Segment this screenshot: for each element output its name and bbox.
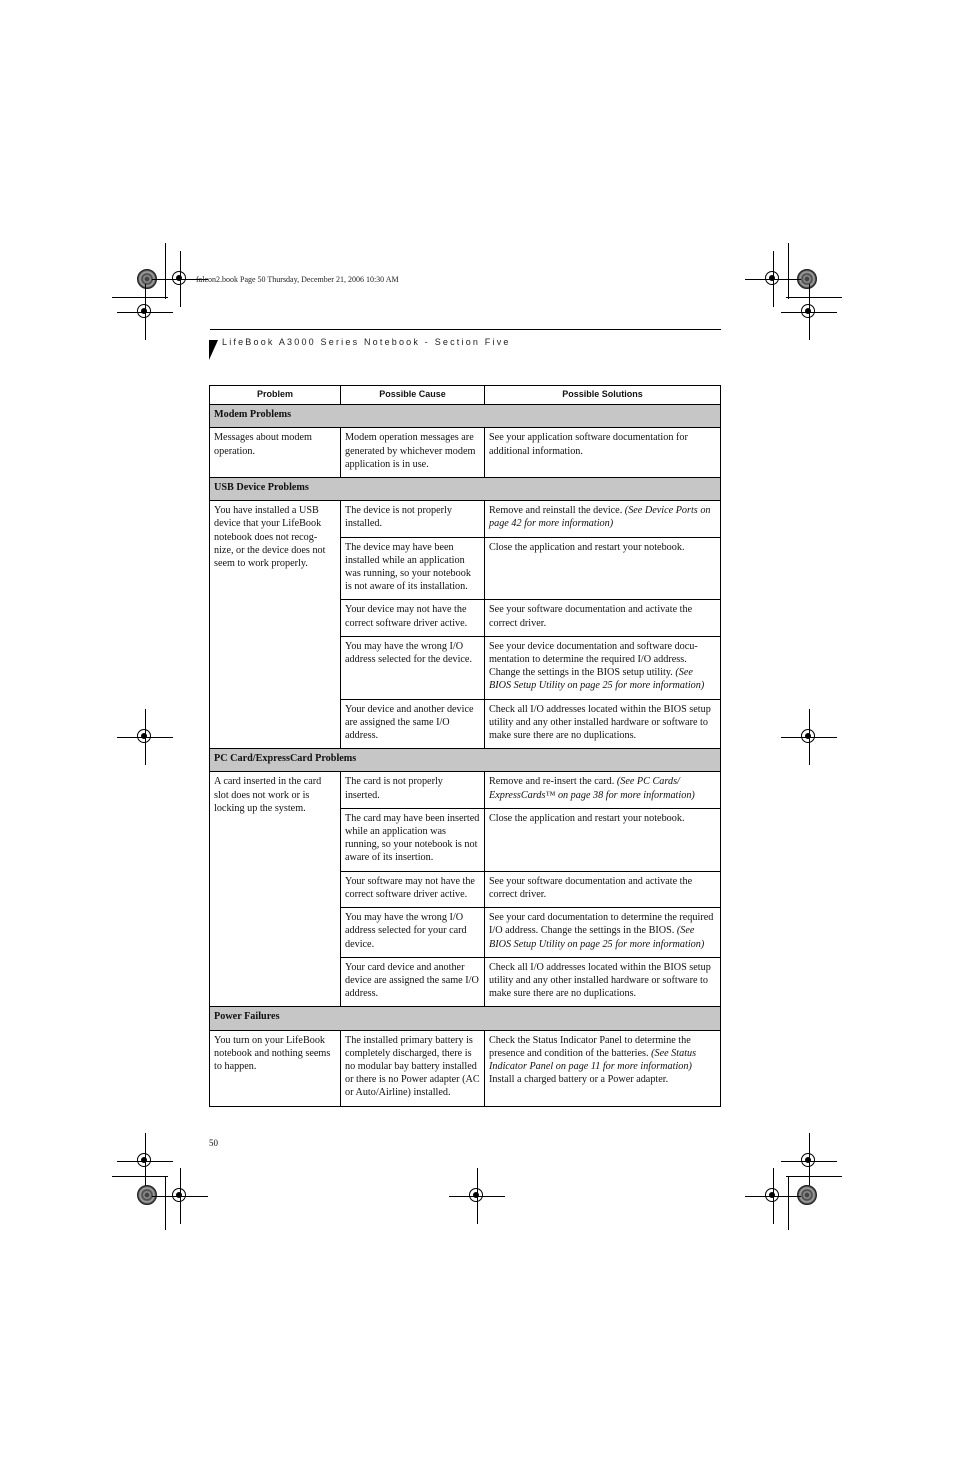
cause-cell: The card may have been inserted while an application was running, so your notebook is not aware of its insertion. [341,808,485,871]
cause-cell: Your device may not have the correct software driver active. [341,600,485,636]
section-header-pc-card [210,749,721,772]
page-number: 50 [209,1138,218,1148]
cause-cell: Your device and another device are assigned the same I/O address. [341,699,485,749]
page-reference: (See PC Cards/ ExpressCards™ on page 38 for more information) [489,776,695,801]
page-reference: (See BIOS Setup Utility on page 25 for more information) [489,667,705,692]
file-info: falcon2.book Page 50 Thursday, December 21, 2006 10:30 AM [196,275,399,284]
solution-cell: Check all I/O addresses located within the BIOS setup utility and any other installed hardware or software to make sure there are no duplications. [485,957,721,1007]
table-header-row [210,386,721,405]
solution-cell: Check the Status Indicator Panel to determine the presence and condition of the batteries. (See Status Indicator Panel on page 11 for more information) Install a charged battery or a Power adapter. [485,1030,721,1106]
problem-cell: A card inserted in the card slot does not work or is locking up the system. [210,772,341,1007]
cause-cell: Your software may not have the correct software driver active. [341,871,485,907]
solution-cell: See your device documentation and software docu-mentation to determine the required I/O address. Change the settings in the BIOS setup utility. (See BIOS Setup Utility on page 25 for more information) [485,636,721,699]
solution-cell: Close the application and restart your notebook. [485,808,721,871]
section-title: PC Card/ExpressCard Problems [210,749,721,772]
section-title: Modem Problems [210,405,721,428]
header-rule [210,329,721,330]
color-target-icon [137,1185,157,1205]
table-row [210,501,721,537]
page-reference: (See Status Indicator Panel on page 11 for more information) [489,1047,697,1072]
cause-cell: The card is not properly inserted. [341,772,485,808]
solution-cell: See your software documentation and activate the correct driver. [485,871,721,907]
section-header-usb [210,478,721,501]
cause-cell: The device may have been installed while an application was running, so your notebook is not aware of its installation. [341,537,485,600]
solution-cell: Remove and reinstall the device. (See Device Ports on page 42 for more information) [485,501,721,537]
table-row [210,772,721,808]
page-reference: (See Device Ports on page 42 for more information) [489,505,711,530]
solution-cell: See your card documentation to determine the required I/O address. Change the settings in the BIOS. (See BIOS Setup Utility on page 25 for more information) [485,908,721,958]
table-row [210,428,721,478]
solution-cell: See your software documentation and activate the correct driver. [485,600,721,636]
solution-cell: Check all I/O addresses located within the BIOS setup utility and any other installed hardware or software to make sure there are no duplications. [485,699,721,749]
solution-cell: Close the application and restart your notebook. [485,537,721,600]
color-target-icon [797,1185,817,1205]
cause-cell: You may have the wrong I/O address selected for the device. [341,636,485,699]
column-header-problem: Problem [210,386,341,405]
running-header: LifeBook A3000 Series Notebook - Section Five [222,337,511,347]
cause-cell: The installed primary battery is completely discharged, there is no modular bay battery installed or there is no Power adapter (AC or Auto/Airline) installed. [341,1030,485,1106]
page-reference: (See BIOS Setup Utility on page 25 for more information) [489,925,705,950]
problem-cell: Messages about modem operation. [210,428,341,478]
cause-cell: You may have the wrong I/O address selected for your card device. [341,908,485,958]
column-header-cause: Possible Cause [341,386,485,405]
troubleshooting-table [209,385,721,1107]
section-title: Power Failures [210,1007,721,1030]
cause-cell: Modem operation messages are generated by whichever modem application is in use. [341,428,485,478]
solution-cell: Remove and re-insert the card. (See PC Cards/ ExpressCards™ on page 38 for more information) [485,772,721,808]
solution-cell: See your application software documentation for additional information. [485,428,721,478]
problem-cell: You have installed a USB device that your LifeBook notebook does not recog-nize, or the device does not seem to work properly. [210,501,341,749]
cause-cell: The device is not properly installed. [341,501,485,537]
column-header-solutions: Possible Solutions [485,386,721,405]
section-title: USB Device Problems [210,478,721,501]
table-row [210,1030,721,1106]
problem-cell: You turn on your LifeBook notebook and nothing seems to happen. [210,1030,341,1106]
section-header-modem [210,405,721,428]
cause-cell: Your card device and another device are assigned the same I/O address. [341,957,485,1007]
section-header-power [210,1007,721,1030]
header-corner-icon [209,340,218,360]
